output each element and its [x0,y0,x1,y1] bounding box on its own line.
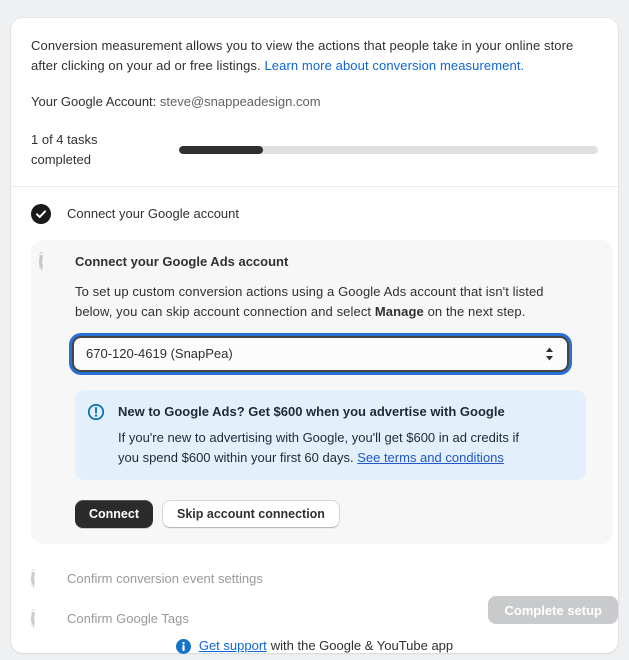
get-support-link[interactable]: Get support [198,638,267,653]
task-connect-google-account [31,200,602,228]
pending-dashed-circle-icon [39,252,59,272]
ads-account-select-value: 670-120-4619 (SnapPea) [86,346,233,361]
connect-button[interactable]: Connect [75,500,153,528]
panel-title: Connect your Google Ads account [75,254,289,269]
intro-paragraph [31,36,598,76]
panel-buttons [75,500,597,528]
complete-setup-row [11,596,618,624]
intro-line2: after clicking on your ad or free listings. [31,58,265,73]
google-account-line [31,92,598,112]
info-filled-icon [176,639,191,654]
task-label: Confirm Google Tags [67,611,189,626]
desc-line2-pre: below, you can skip account connection and select [75,304,375,319]
pending-dashed-circle-icon [31,569,51,589]
progress-bar-fill [179,146,263,154]
google-ads-credit-banner [75,390,586,480]
support-text: with the Google & YouTube app [270,638,454,653]
desc-line1: To set up custom conversion actions using a Google Ads account that isn't listed [75,284,544,299]
panel-header [39,252,597,272]
select-updown-caret-icon [544,346,555,362]
task-label: Confirm conversion event settings [67,571,263,586]
task-confirm-conversion-events [31,565,602,593]
check-circle-icon [31,204,51,224]
banner-body-line2: you spend $600 within your first 60 days. [118,450,358,465]
intro-line1: Conversion measurement allows you to view the actions that people take in your online store [31,38,574,53]
complete-setup-button[interactable]: Complete setup [488,596,618,624]
banner-title: New to Google Ads? Get $600 when you advertise with Google [118,404,505,419]
skip-account-connection-button[interactable]: Skip account connection [162,500,340,528]
desc-manage-bold: Manage [374,304,424,319]
footer-area [11,596,618,656]
google-account-label: Your Google Account: [31,94,160,109]
panel-body [75,282,597,528]
terms-and-conditions-link[interactable]: See terms and conditions [357,450,504,465]
ads-account-select[interactable] [72,336,569,372]
google-account-email: steve@snappeadesign.com [159,94,321,109]
desc-line2-post: on the next step. [423,304,526,319]
panel-description [75,282,597,322]
banner-body [118,428,519,468]
progress-bar [179,146,598,154]
intro-section [11,18,618,186]
task-list [11,187,618,653]
banner-text [118,402,519,468]
info-outline-icon [87,403,105,421]
support-row [11,636,618,656]
task-connect-google-ads-panel [31,240,613,544]
task-label: Connect your Google account [67,206,239,221]
conversion-setup-card [11,18,618,653]
learn-more-link[interactable]: Learn more about conversion measurement. [264,58,525,73]
progress-label: 1 of 4 tasks completed [31,132,98,167]
progress-row [31,130,598,170]
banner-body-line1: If you're new to advertising with Google, you'll get $600 in ad credits if [118,430,519,445]
